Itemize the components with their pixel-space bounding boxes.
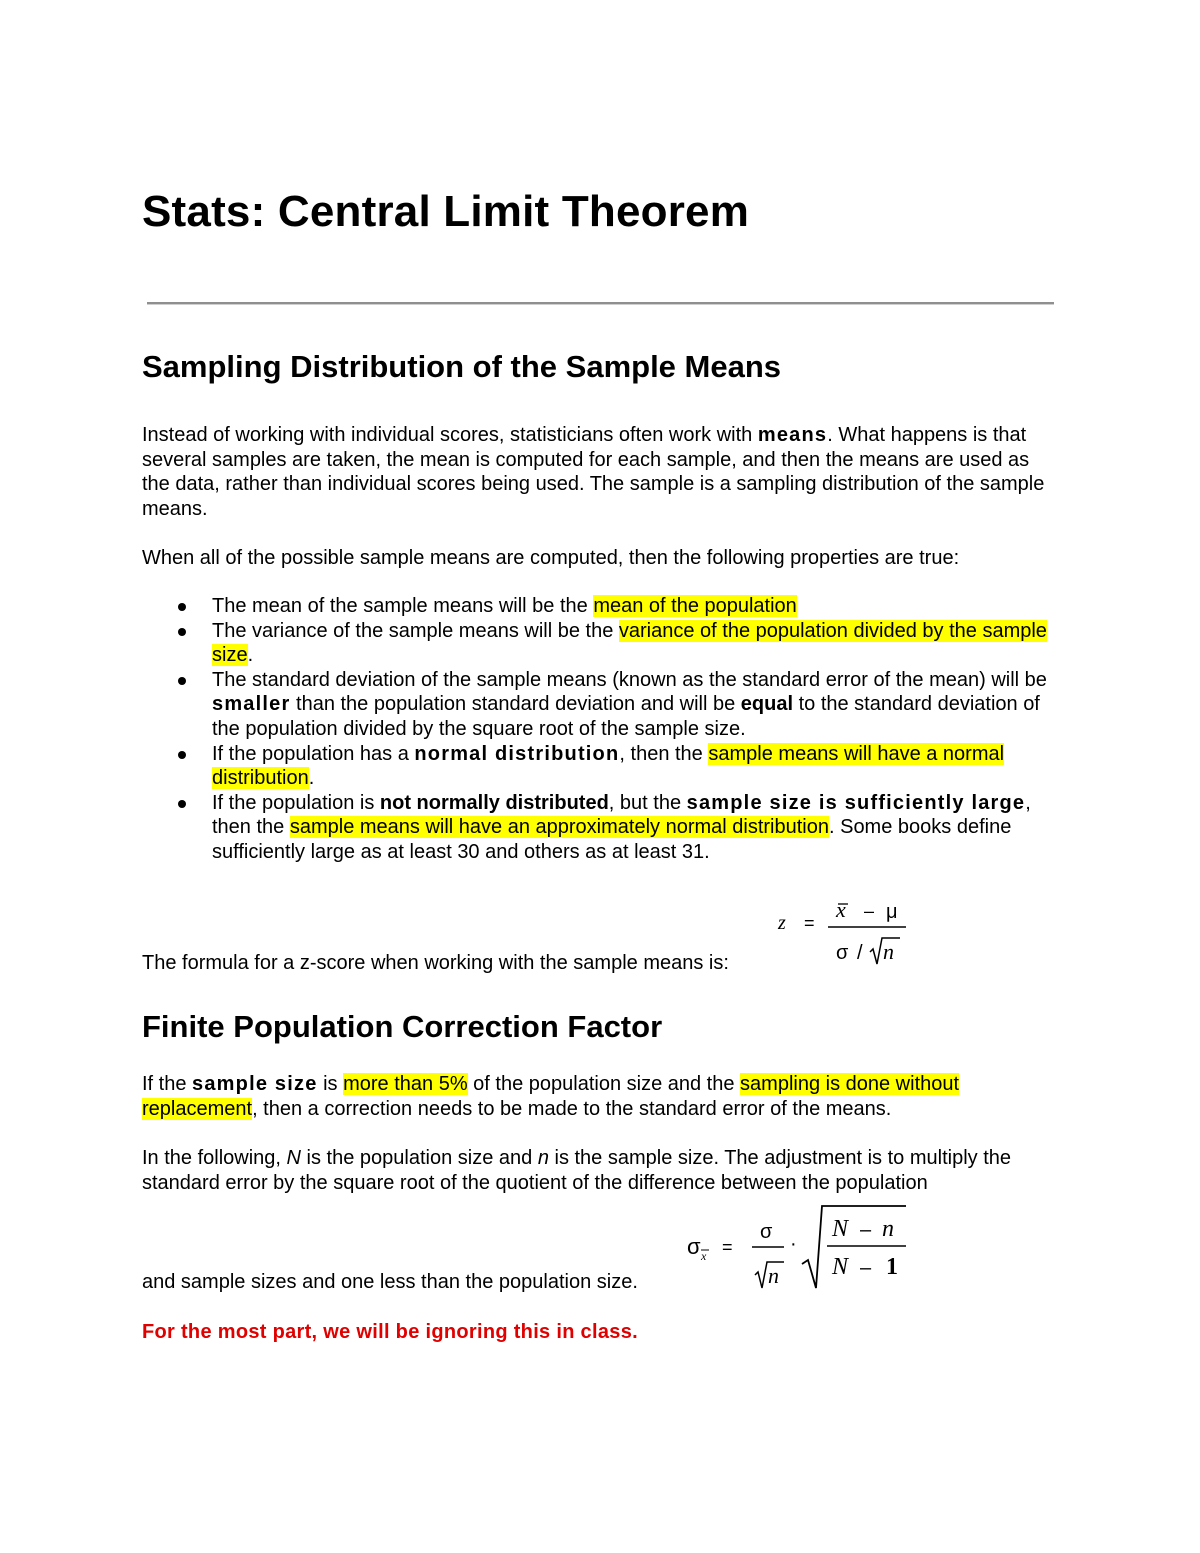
bullet-icon [178,628,186,636]
formula-minus: – [864,901,875,921]
fpc-paragraph-1 [142,1072,1062,1121]
bold-text: not normally distributed [379,791,609,814]
formula-n: n [768,1263,779,1288]
formula-equals: = [804,913,815,933]
list-text: If the population has a [212,742,415,765]
formula-n-upper: n [882,1216,894,1242]
horizontal-rule [147,302,1054,305]
highlighted-text: mean of the population [593,595,797,617]
bullet-icon [178,677,186,685]
text: is the sample size. The adjustment is to multiply the standard error by the square root of the quotient of the difference between the population [142,1147,1011,1194]
list-text: . Some books define sufficiently large as at least 30 and others as at least 31. [212,816,1012,863]
section-heading-finite: Finite Population Correction Factor [142,1009,663,1044]
bold-text: sample size is sufficiently large [686,791,1026,814]
italic-text: n [537,1147,549,1169]
list-text: The variance of the sample means will be the [212,619,619,642]
fpc-paragraph-2 [142,1146,1062,1195]
text: of the population size and the [467,1073,741,1095]
formula-xbar: x [836,897,846,922]
formula-dot: · [790,1233,797,1255]
text: , then a correction needs to be made to the standard error of the means. [252,1097,892,1120]
highlighted-text: sample means will have a normal distribution [212,742,1005,790]
highlighted-text: sample means will have an approximately normal distribution [289,816,829,839]
text: is the population size and [300,1147,538,1169]
formula-N-lower: N [832,1254,849,1280]
highlighted-text: variance of the population divided by the sample size [212,619,1047,667]
section-heading-sampling: Sampling Distribution of the Sample Means [142,349,782,384]
intro-text-rest: . What happens is that several samples are taken, the mean is computed for each sample, and then the means are used as the data, rather than individual scores being used. The sample is a sampling distribution of the sample means. [142,424,1045,520]
bullet-icon [178,751,186,759]
bullet-icon [178,800,186,808]
formula-slash: / [857,942,863,964]
fpc-paragraph-3: and sample sizes and one less than the population size. [142,1271,638,1293]
bold-text: sample size [192,1073,318,1095]
text: In the following, [142,1147,287,1169]
formula-mu: μ [886,901,898,923]
page-title: Stats: Central Limit Theorem [142,187,750,236]
formula-n: n [883,939,894,964]
list-item [142,668,1062,742]
list-text: than the population standard deviation and will be [290,693,741,716]
list-text: to the standard deviation of the population divided by the square root of the sample size. [212,693,1040,740]
highlighted-text: more than 5% [343,1073,468,1095]
formula-sigma-xbar: σ [687,1234,701,1259]
formula-subscript-x: x [701,1249,707,1263]
italic-text: N [286,1147,301,1169]
class-note: For the most part, we will be ignoring this in class. [142,1321,638,1343]
formula-z: z [778,912,786,934]
formula-one: 1 [886,1254,898,1280]
list-item [142,742,1062,791]
formula-intro-text: The formula for a z-score when working with the sample means is: [142,952,729,974]
intro-bold-means: means [757,424,828,446]
text: is [317,1073,344,1095]
formula-minus-upper: – [860,1219,872,1241]
intro-text: Instead of working with individual scores, statisticians often work with [142,424,758,446]
bold-text: equal [740,693,794,716]
formula-N-upper: N [832,1216,849,1242]
list-text: , then the [212,791,1031,839]
list-text: . [308,767,315,790]
intro-paragraph [142,423,1062,521]
list-text: . [247,644,254,667]
list-text: The mean of the sample means will be the [212,595,594,617]
list-item [142,619,1062,668]
properties-list [142,594,1062,865]
bullet-icon [178,603,186,611]
list-item [142,594,1062,619]
properties-lead: When all of the possible sample means are computed, then the following properties are true: [142,547,960,569]
list-text: If the population is [212,791,380,814]
formula-sigma: σ [836,942,849,964]
list-item [142,791,1062,865]
bold-text: smaller [212,693,291,716]
list-text: , but the [608,791,687,814]
text: If the [142,1073,193,1095]
list-text: , then the [619,742,709,765]
formula-equals: = [722,1237,733,1257]
formula-numerator-sigma: σ [760,1221,773,1243]
bold-text: normal distribution [414,742,620,765]
highlighted-text: sampling is done without replacement [142,1073,960,1120]
formula-minus-lower: – [860,1257,872,1279]
list-text: The standard deviation of the sample means (known as the standard error of the mean) will be [212,668,1047,691]
